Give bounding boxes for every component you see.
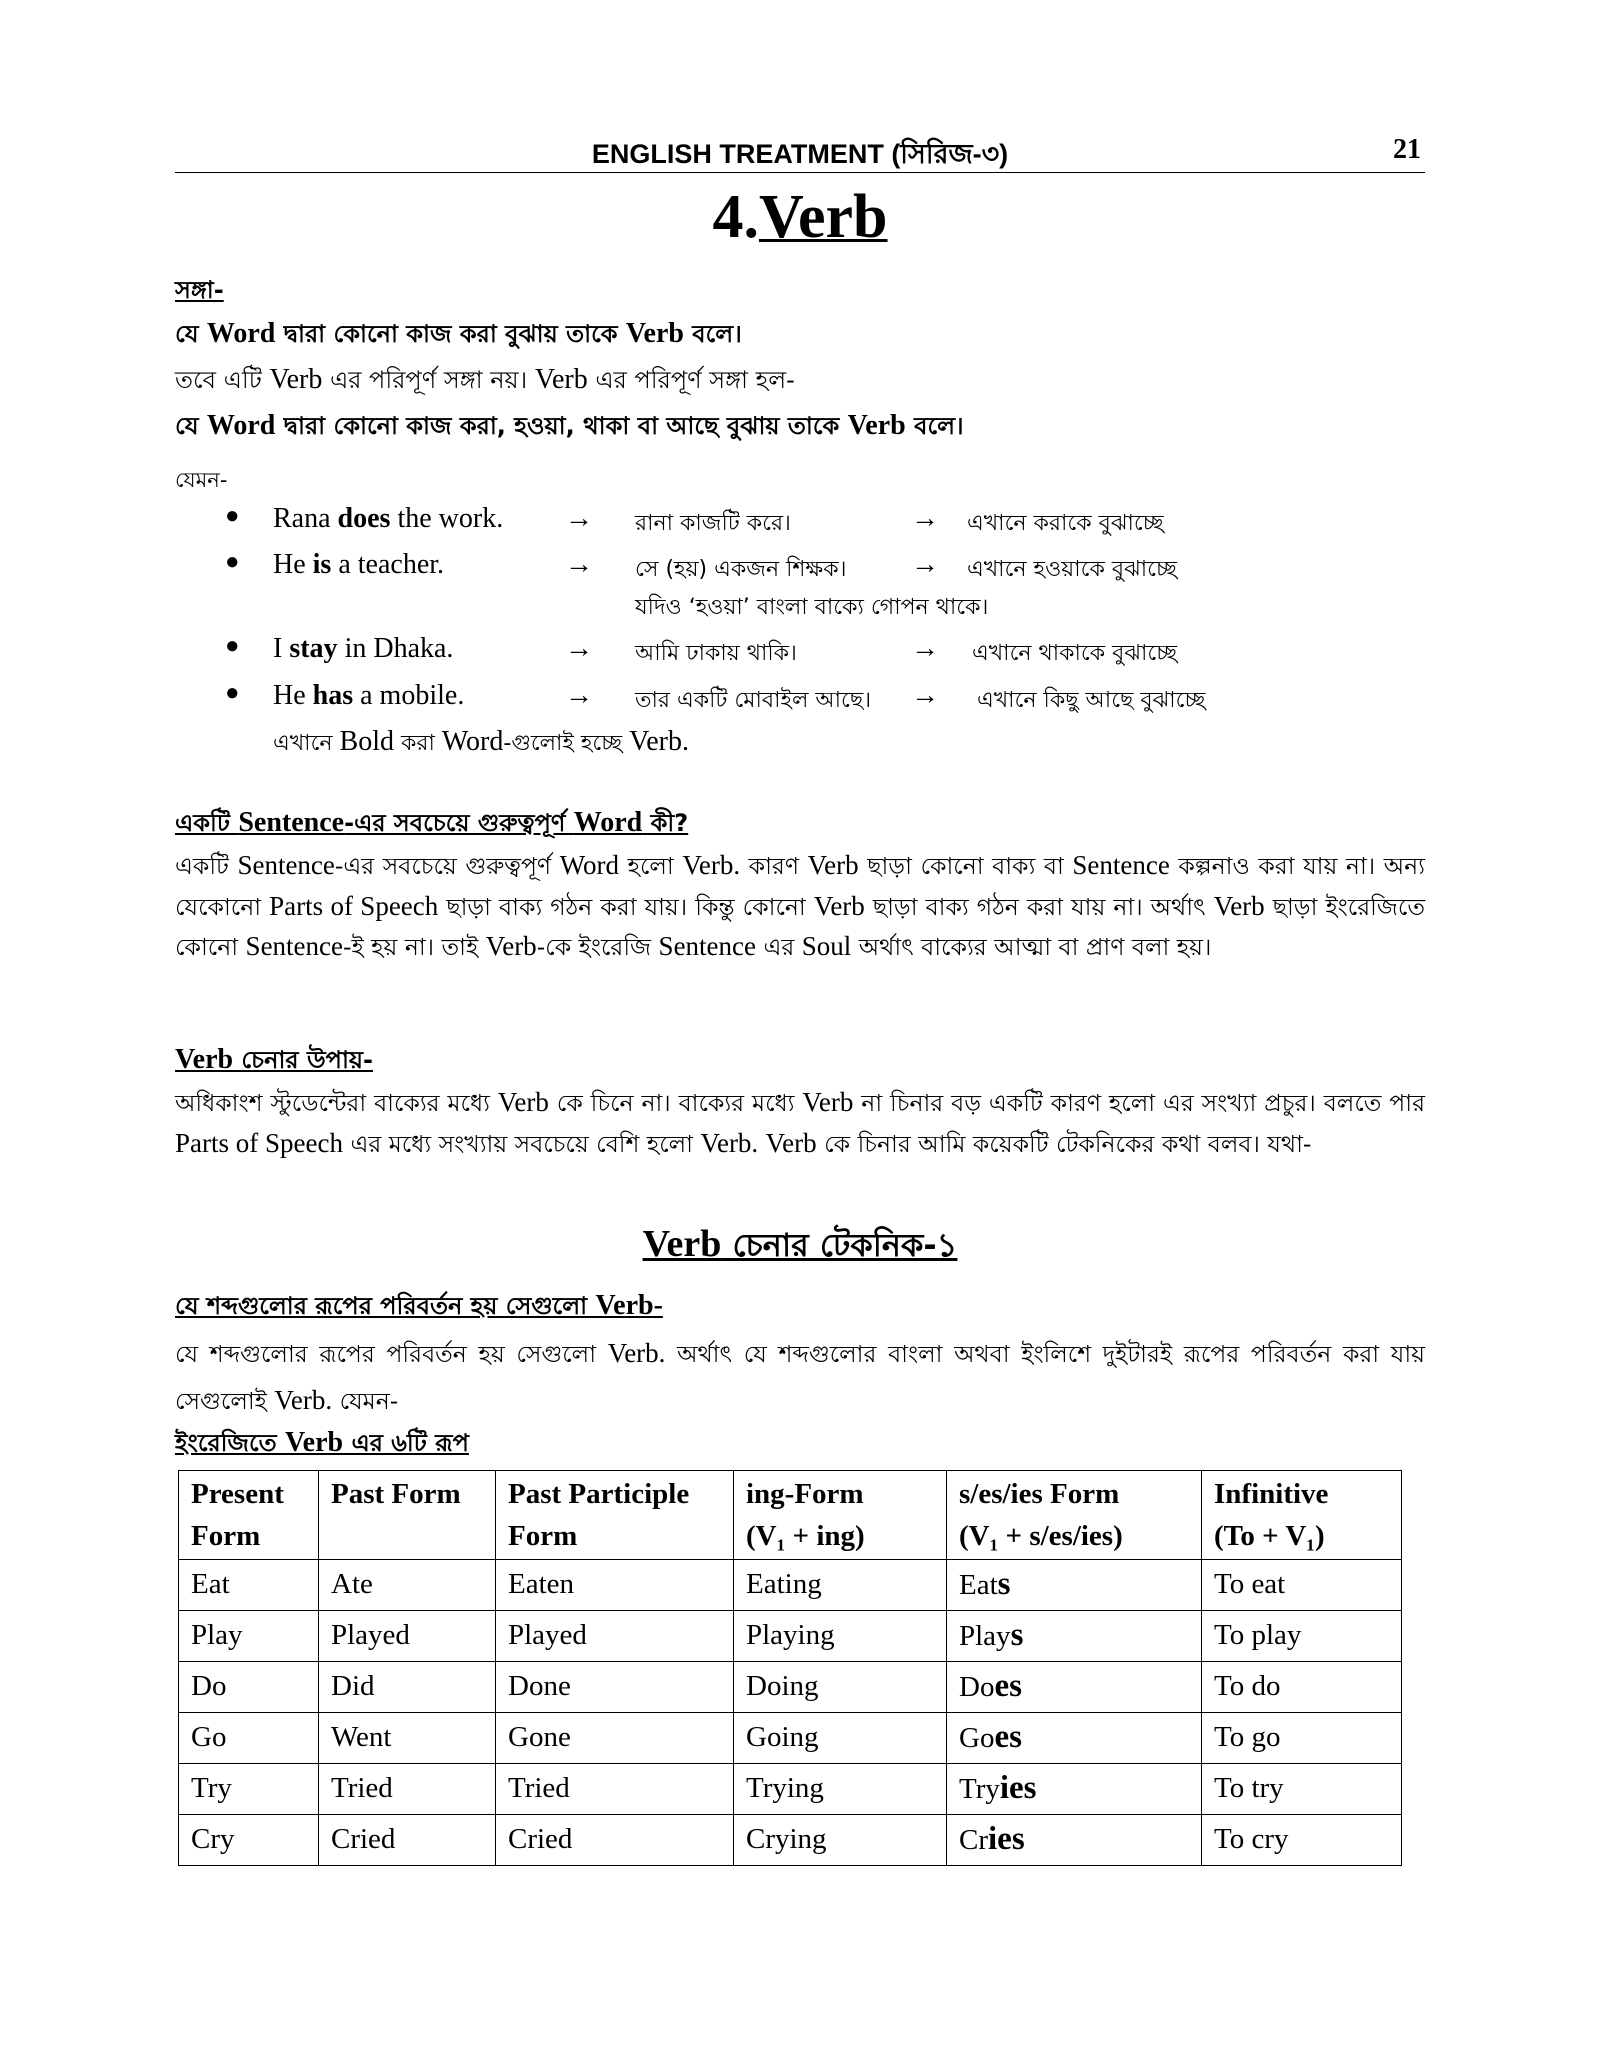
text: (V₁ + s/es/ies): [959, 1520, 1123, 1552]
example-bangla: রানা কাজটি করে।: [635, 511, 791, 536]
text: Sentence: [238, 807, 345, 838]
text: Cr: [959, 1824, 988, 1856]
past-participle-cell: Cried: [496, 1815, 734, 1866]
bullet-icon: ●: [225, 503, 240, 529]
page-title: [0, 183, 1600, 251]
text: অর্থাৎ যে শব্দগুলোর বাংলা অথবা ইংলিশে দুইটারই রূপের পরিবর্তন করা যায় সেগুলোই: [175, 1340, 1425, 1415]
suffix: es: [994, 1719, 1022, 1755]
verb-word: does: [337, 503, 391, 534]
text: Verb.: [607, 1338, 666, 1368]
text: Past Participle: [508, 1478, 690, 1510]
column-header: [319, 1471, 496, 1560]
definition-line-2: [175, 364, 1425, 396]
text: যেমন-: [332, 1387, 399, 1415]
text: Verb: [642, 1223, 722, 1265]
bold-words-note: [273, 726, 1173, 760]
present-form-cell: Eat: [179, 1560, 319, 1611]
text: এখানে: [273, 731, 340, 756]
ing-form-cell: Eating: [734, 1560, 947, 1611]
text: দ্বারা কোনো কাজ করা, হওয়া, থাকা বা আছে বুঝায় তাকে: [275, 412, 848, 440]
verb-word: stay: [289, 633, 338, 664]
technique-paragraph: [175, 1330, 1425, 1424]
text: ing-Form: [746, 1478, 864, 1510]
example-sentence: [273, 680, 464, 712]
text: Parts of Speech: [175, 1127, 343, 1158]
text: Verb.: [274, 1385, 333, 1415]
table-row: [179, 1713, 1402, 1764]
example-note: এখানে করাকে বুঝাচ্ছে: [967, 511, 1164, 536]
text: Verb: [269, 364, 323, 395]
past-form-cell: Cried: [319, 1815, 496, 1866]
text: বলে।: [905, 412, 964, 440]
text: ইংরেজিতে: [175, 1429, 286, 1457]
title-number: 4.: [712, 183, 759, 251]
text: একটি: [175, 809, 239, 837]
verb-word: is: [312, 549, 332, 580]
text: Verb: [807, 850, 859, 880]
example-note: এখানে কিছু আছে বুঝাচ্ছে: [977, 688, 1206, 713]
text: Verb: [485, 931, 537, 961]
suffix: s: [1010, 1617, 1024, 1653]
text: Parts of Speech: [269, 890, 439, 921]
text: Word: [573, 807, 643, 838]
text: Bold: [339, 726, 394, 757]
infinitive-cell: To play: [1202, 1611, 1402, 1662]
past-participle-cell: Gone: [496, 1713, 734, 1764]
text: Verb: [765, 1127, 817, 1158]
text: চেনার উপায়-: [233, 1046, 374, 1074]
text: a mobile.: [353, 680, 465, 711]
column-header: [179, 1471, 319, 1560]
example-sentence: [273, 633, 453, 665]
identify-heading: [175, 1044, 1425, 1076]
importance-heading: [175, 807, 1425, 839]
example-sentence: [273, 549, 444, 581]
text: He: [273, 549, 313, 580]
arrow-icon: →: [565, 549, 593, 580]
text: s/es/ies Form: [959, 1478, 1120, 1510]
text: কে চিনে না। বাক্যের মধ্যে: [548, 1089, 803, 1117]
ing-form-cell: Doing: [734, 1662, 947, 1713]
text: এর: [756, 933, 802, 961]
header-title: ENGLISH TREATMENT (সিরিজ-৩): [591, 139, 1009, 169]
text: যে: [175, 320, 207, 348]
text: in Dhaka.: [337, 633, 454, 664]
past-form-cell: Played: [319, 1611, 496, 1662]
text: কল্পনাও করা যায় না। অন্য যেকোনো: [175, 852, 1425, 921]
text: তবে এটি: [175, 366, 270, 394]
text: Verb: [802, 1087, 854, 1117]
text: Word: [206, 318, 276, 349]
technique-heading: [175, 1290, 1425, 1322]
infinitive-cell: To try: [1202, 1764, 1402, 1815]
text: Word: [206, 410, 276, 441]
s-form-cell: [947, 1560, 1202, 1611]
suffix: ies: [988, 1821, 1025, 1857]
arrow-icon: →: [565, 633, 593, 664]
text: Verb.: [682, 850, 741, 880]
past-participle-cell: Tried: [496, 1764, 734, 1815]
s-form-cell: [947, 1815, 1202, 1866]
bullet-icon: ●: [225, 549, 240, 575]
s-form-cell: [947, 1611, 1202, 1662]
importance-paragraph: [175, 846, 1425, 968]
title-word: Verb: [758, 183, 888, 251]
text: Word: [441, 726, 504, 757]
text: Verb: [847, 410, 906, 441]
text: Present: [191, 1478, 284, 1510]
text: এর মধ্যে সংখ্যায় সবচেয়ে বেশি হলো: [342, 1129, 701, 1158]
text: Verb: [1213, 890, 1265, 921]
past-form-cell: Tried: [319, 1764, 496, 1815]
text: ছাড়া বাক্য গঠন করা যায়। কিন্তু কোনো: [438, 892, 814, 921]
text: যে: [175, 412, 207, 440]
text: Rana: [273, 503, 338, 534]
table-header-row: [179, 1471, 1402, 1560]
text: একটি: [175, 852, 238, 880]
text: এর পরিপূর্ণ সঙ্গা হল-: [587, 366, 795, 394]
text: [758, 1130, 765, 1158]
text: Soul: [801, 931, 852, 961]
text: এর ৬টি রূপ: [343, 1429, 469, 1457]
present-form-cell: Go: [179, 1713, 319, 1764]
text: কী?: [642, 809, 689, 837]
table-heading: [175, 1427, 1425, 1459]
table-row: [179, 1815, 1402, 1866]
ing-form-cell: Going: [734, 1713, 947, 1764]
text: Play: [959, 1620, 1011, 1652]
text: Verb: [534, 364, 588, 395]
verb-word: has: [312, 680, 354, 711]
text: Verb: [497, 1087, 549, 1117]
text: Do: [959, 1671, 995, 1703]
past-form-cell: Did: [319, 1662, 496, 1713]
suffix: ies: [999, 1770, 1037, 1806]
text: Eat: [959, 1569, 998, 1601]
text: Sentence: [245, 931, 343, 961]
ing-form-cell: Playing: [734, 1611, 947, 1662]
text: দ্বারা কোনো কাজ করা বুঝায় তাকে: [275, 320, 626, 348]
text: Word: [559, 850, 620, 880]
text: I: [273, 633, 290, 664]
column-header: [734, 1471, 947, 1560]
text: অধিকাংশ স্টুডেন্টেরা বাক্যের মধ্যে: [175, 1089, 498, 1117]
text: Go: [959, 1722, 995, 1754]
text: Verb: [175, 1044, 234, 1075]
text: Form: [508, 1520, 578, 1552]
text: -কে ইংরেজি: [536, 933, 659, 961]
text: (To + V₁): [1214, 1520, 1325, 1552]
table-row: [179, 1662, 1402, 1713]
example-extra-note: যদিও ‘হওয়া’ বাংলা বাক্যে গোপন থাকে।: [635, 595, 989, 620]
page-header: [175, 128, 1425, 173]
table-row: [179, 1560, 1402, 1611]
text: Try: [959, 1773, 1000, 1805]
text: (V₁ + ing): [746, 1520, 865, 1552]
text: যে শব্দগুলোর রূপের পরিবর্তন হয় সেগুলো: [175, 1340, 608, 1368]
page-number: 21: [1393, 134, 1421, 165]
arrow-icon: →: [565, 503, 593, 534]
past-participle-cell: Played: [496, 1611, 734, 1662]
text: -গুলোই হচ্ছে: [503, 731, 630, 756]
text: বলে।: [683, 320, 742, 348]
verb-forms-table: [178, 1470, 1402, 1866]
table-row: [179, 1611, 1402, 1662]
text: চেনার টেকনিক-১: [721, 1226, 958, 1264]
text: করা: [394, 731, 442, 756]
arrow-icon: →: [911, 633, 939, 664]
example-bangla: আমি ঢাকায় থাকি।: [635, 641, 797, 666]
text: কারণ: [740, 852, 808, 880]
suffix: es: [994, 1668, 1022, 1704]
present-form-cell: Do: [179, 1662, 319, 1713]
past-participle-cell: Done: [496, 1662, 734, 1713]
infinitive-cell: To cry: [1202, 1815, 1402, 1866]
s-form-cell: [947, 1662, 1202, 1713]
arrow-icon: →: [911, 549, 939, 580]
arrow-icon: →: [565, 680, 593, 711]
infinitive-cell: To eat: [1202, 1560, 1402, 1611]
definition-heading: সঙ্গা-: [175, 276, 224, 304]
text: এর পরিপূর্ণ সঙ্গা নয়।: [322, 366, 535, 394]
text: -এর সবচেয়ে গুরুত্বপূর্ণ: [334, 852, 560, 880]
example-note: এখানে হওয়াকে বুঝাচ্ছে: [967, 557, 1177, 582]
example-bangla: সে (হয়) একজন শিক্ষক।: [635, 557, 847, 582]
table-row: [179, 1764, 1402, 1815]
text: Infinitive: [1214, 1478, 1329, 1510]
arrow-icon: →: [911, 680, 939, 711]
text: Verb.: [629, 726, 689, 757]
s-form-cell: [947, 1764, 1202, 1815]
text: Form: [191, 1520, 261, 1552]
text: He: [273, 680, 313, 711]
infinitive-cell: To go: [1202, 1713, 1402, 1764]
text: Sentence: [237, 850, 335, 880]
text: ছাড়া ইংরেজিতে কোনো: [175, 892, 1425, 961]
suffix: s: [997, 1566, 1011, 1602]
text: a teacher.: [331, 549, 445, 580]
text: Verb: [813, 890, 865, 921]
past-participle-cell: Eaten: [496, 1560, 734, 1611]
technique-title: [0, 1220, 1600, 1274]
text: ছাড়া বাক্য গঠন করা যায় না। অর্থাৎ: [864, 892, 1214, 921]
bullet-icon: ●: [225, 633, 240, 659]
past-form-cell: Went: [319, 1713, 496, 1764]
example-label: যেমন-: [175, 468, 228, 492]
text: Sentence: [658, 931, 756, 961]
text: যে শব্দগুলোর রূপের পরিবর্তন হয় সেগুলো: [175, 1292, 596, 1320]
text: ছাড়া কোনো বাক্য বা: [858, 852, 1073, 880]
text: Verb: [625, 318, 684, 349]
text: -এর সবচেয়ে গুরুত্বপূর্ণ: [344, 809, 574, 837]
definition-line-3: [175, 410, 1425, 442]
example-sentence: [273, 503, 503, 535]
present-form-cell: Try: [179, 1764, 319, 1815]
text: Verb-: [595, 1290, 663, 1321]
column-header: [947, 1471, 1202, 1560]
text: Verb.: [700, 1127, 759, 1158]
infinitive-cell: To do: [1202, 1662, 1402, 1713]
text: Sentence: [1072, 850, 1170, 880]
bullet-icon: ●: [225, 680, 240, 706]
text: Past Form: [331, 1478, 461, 1510]
past-form-cell: Ate: [319, 1560, 496, 1611]
text: -ই হয় না। তাই: [343, 933, 486, 961]
column-header: [496, 1471, 734, 1560]
s-form-cell: [947, 1713, 1202, 1764]
text: অর্থাৎ বাক্যের আত্মা বা প্রাণ বলা হয়।: [851, 933, 1212, 961]
text: কে চিনার আমি কয়েকটি টেকনিকের কথা বলব। যথা-: [816, 1129, 1312, 1158]
ing-form-cell: Crying: [734, 1815, 947, 1866]
example-bangla: তার একটি মোবাইল আছে।: [635, 688, 872, 713]
present-form-cell: Cry: [179, 1815, 319, 1866]
example-note: এখানে থাকাকে বুঝাচ্ছে: [972, 641, 1178, 666]
definition-line-1: [175, 318, 1425, 350]
text: হলো: [619, 852, 683, 880]
identify-paragraph: [175, 1083, 1425, 1164]
column-header: [1202, 1471, 1402, 1560]
text: the work.: [390, 503, 504, 534]
text: না চিনার বড় একটি কারণ হলো এর সংখ্যা প্রচুর। বলতে পার: [853, 1089, 1425, 1117]
text: Verb: [285, 1427, 344, 1458]
arrow-icon: →: [911, 503, 939, 534]
present-form-cell: Play: [179, 1611, 319, 1662]
ing-form-cell: Trying: [734, 1764, 947, 1815]
